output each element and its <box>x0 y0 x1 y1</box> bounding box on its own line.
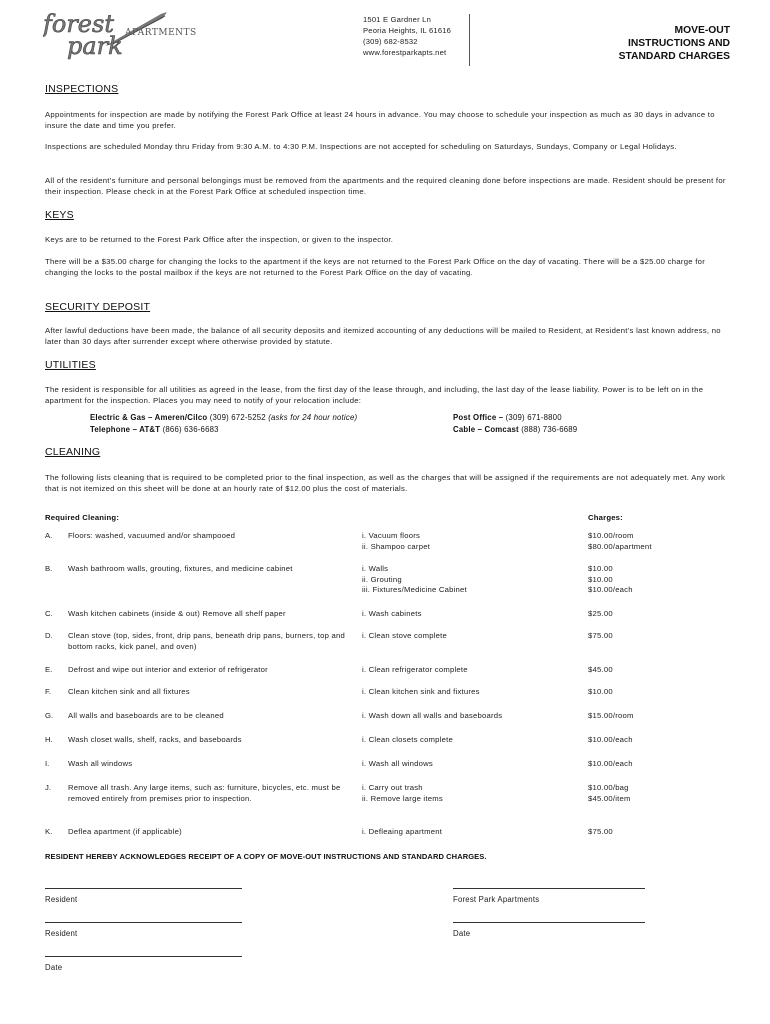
security-deposit-paragraph: After lawful deductions have been made, the balance of all security deposits and itemized accounting of any deductions will be mailed to Resident, at Resident’s last known address, no later than 30 days after surrender except where otherwise provided by statute. <box>45 326 721 346</box>
charge-item: $10.00/each <box>588 585 633 594</box>
task-item: ii. Grouting <box>362 574 402 584</box>
row-description: Wash bathroom walls, grouting, fixtures, and medicine cabinet <box>68 564 293 573</box>
task-item: iii. Fixtures/Medicine Cabinet <box>362 585 467 594</box>
utility-contacts-right <box>453 412 577 436</box>
cleaning-paragraph: The following lists cleaning that is required to be completed prior to the final inspection, as well as the charges that will be assigned if the requirements are not adequately met. Any work that is not itemized on this sheet will be done at an hourly rate of $12.00 plus the cost of materials. <box>45 473 726 493</box>
post-office-label: Post Office – <box>453 413 504 422</box>
row-charges <box>588 827 728 838</box>
row-tasks <box>362 735 577 746</box>
task-item: i. Walls <box>362 564 389 573</box>
signature-date-left[interactable] <box>45 956 245 972</box>
row-charges <box>588 665 728 676</box>
charge-item: $80.00/apartment <box>588 541 652 551</box>
charge-item: $10.00/room <box>588 531 634 540</box>
charge-item: $10.00 <box>588 574 613 584</box>
task-item: i. Wash down all walls and baseboards <box>362 711 503 720</box>
title-line-3: STANDARD CHARGES <box>618 51 730 62</box>
row-description: Wash kitchen cabinets (inside & out) Remove all shelf paper <box>68 609 286 618</box>
keys-paragraph-2: There will be a $35.00 charge for changing the locks to the apartment if the keys are not returned to the Forest Park Office on the day of vacating. There will be a $25.00 charge for changing the locks to the postal mailbox if the keys are not returned to the Forest Park Office on the day of vacating. <box>45 257 706 277</box>
row-description: Deflea apartment (if applicable) <box>68 827 182 836</box>
charge-item: $45.00 <box>588 665 613 674</box>
title-line-1: MOVE-OUT <box>674 25 730 36</box>
signature-line[interactable] <box>453 922 645 923</box>
row-charges <box>588 711 728 722</box>
row-tasks <box>362 759 577 770</box>
address-block <box>358 14 470 66</box>
title-line-2: INSTRUCTIONS AND <box>627 38 730 49</box>
address-phone: (309) 682-8532 <box>363 37 418 46</box>
signature-resident-1[interactable] <box>45 888 245 904</box>
row-key: D. <box>45 631 53 640</box>
charges-header: Charges: <box>588 513 623 522</box>
row-charges <box>588 759 728 770</box>
signature-resident-2[interactable] <box>45 922 245 938</box>
row-charges <box>588 687 728 698</box>
inspections-paragraph-3: All of the resident’s furniture and personal belongings must be removed from the apartments and the required cleaning done before inspections are made. Resident should be present for their inspection. Please check in at the Forest Park Office at scheduled inspection time. <box>45 176 726 196</box>
row-key: F. <box>45 687 51 696</box>
document-title <box>575 24 730 63</box>
row-tasks <box>362 783 577 804</box>
row-key: G. <box>45 711 54 720</box>
charge-item: $10.00/bag <box>588 783 629 792</box>
charge-item: $10.00 <box>588 687 613 696</box>
acknowledgement-statement: RESIDENT HEREBY ACKNOWLEDGES RECEIPT OF A COPY OF MOVE-OUT INSTRUCTIONS AND STANDARD CHARGES. <box>45 852 487 861</box>
charge-item: $75.00 <box>588 631 613 640</box>
signature-date-right[interactable] <box>453 922 653 938</box>
required-cleaning-header: Required Cleaning: <box>45 513 120 522</box>
row-description: Remove all trash. Any large items, such as: furniture, bicycles, etc. must be removed entirely from premises prior to inspection. <box>68 783 341 803</box>
inspections-paragraph-2: Inspections are scheduled Monday thru Friday from 9:30 A.M. to 4:30 P.M. Inspections are not accepted for scheduling on Saturdays, Sundays, Company or Legal Holidays. <box>45 142 677 151</box>
post-office-phone: (309) 671-8800 <box>505 413 562 422</box>
electric-contact <box>90 412 357 424</box>
charge-item: $45.00/item <box>588 793 631 803</box>
cleaning-heading: CLEANING <box>45 446 101 458</box>
utilities-heading: UTILITIES <box>45 359 96 371</box>
signature-label: Resident <box>45 895 78 904</box>
row-description: Clean stove (top, sides, front, drip pans, beneath drip pans, burners, top and bottom racks, kick panel, and oven) <box>68 631 345 651</box>
task-item: ii. Shampoo carpet <box>362 541 431 551</box>
row-tasks <box>362 609 577 620</box>
row-key: J. <box>45 783 51 792</box>
charge-item: $10.00/each <box>588 759 633 768</box>
cable-phone: (888) 736-6689 <box>521 425 578 434</box>
electric-label: Electric & Gas – Ameren/Cilco <box>90 413 208 422</box>
svg-text:APARTMENTS: APARTMENTS <box>125 28 197 38</box>
row-key: H. <box>45 735 53 744</box>
signature-label: Date <box>453 929 471 938</box>
row-tasks <box>362 564 577 596</box>
charge-item: $10.00 <box>588 564 613 573</box>
utility-contacts-left <box>90 412 357 436</box>
signature-forest-park[interactable] <box>453 888 653 904</box>
inspections-paragraph-1: Appointments for inspection are made by notifying the Forest Park Office at least 24 hours in advance. You may choose to schedule your inspection as much as 30 days in advance to insure the date and time you prefer. <box>45 110 715 130</box>
address-website[interactable]: www.forestparkapts.net <box>363 48 447 57</box>
telephone-label: Telephone – AT&T <box>90 425 161 434</box>
row-tasks <box>362 631 577 642</box>
cable-label: Cable – Comcast <box>453 425 519 434</box>
row-key: K. <box>45 827 53 836</box>
signature-line[interactable] <box>453 888 645 889</box>
row-key: A. <box>45 531 53 540</box>
signature-line[interactable] <box>45 922 242 923</box>
row-key: C. <box>45 609 53 618</box>
charge-item: $25.00 <box>588 609 613 618</box>
svg-text:park: park <box>67 32 123 60</box>
row-tasks <box>362 711 577 722</box>
address-street: 1501 E Gardner Ln <box>363 15 431 24</box>
forest-park-logo <box>43 8 208 60</box>
keys-paragraph-1: Keys are to be returned to the Forest Park Office after the inspection, or given to the inspector. <box>45 235 394 244</box>
signature-label: Resident <box>45 929 78 938</box>
signature-label: Forest Park Apartments <box>453 895 540 904</box>
row-description: All walls and baseboards are to be cleaned <box>68 711 224 720</box>
task-item: i. Vacuum floors <box>362 531 421 540</box>
task-item: i. Clean kitchen sink and fixtures <box>362 687 480 696</box>
telephone-phone: (866) 636-6683 <box>162 425 219 434</box>
row-charges <box>588 783 728 804</box>
cable-contact <box>453 424 577 436</box>
row-description: Floors: washed, vacuumed and/or shampooed <box>68 531 236 540</box>
task-item: i. Clean refrigerator complete <box>362 665 468 674</box>
row-charges <box>588 609 728 620</box>
task-item: i. Wash all windows <box>362 759 433 768</box>
task-item: i. Clean closets complete <box>362 735 453 744</box>
row-charges <box>588 735 728 746</box>
address-city: Peoria Heights, IL 61616 <box>363 26 452 35</box>
security-deposit-heading: SECURITY DEPOSIT <box>45 301 151 313</box>
row-tasks <box>362 531 577 552</box>
row-charges <box>588 631 728 642</box>
row-key: I. <box>45 759 50 768</box>
row-description: Defrost and wipe out interior and exterior of refrigerator <box>68 665 268 674</box>
utilities-paragraph: The resident is responsible for all utilities as agreed in the lease, from the first day of the lease through, and including, the last day of the lease liability. Power is to be left on in the apartment for the inspection. Places you may need to notify of your relocation include: <box>45 385 704 405</box>
task-item: i. Carry out trash <box>362 783 423 792</box>
charge-item: $10.00/each <box>588 735 633 744</box>
row-description: Wash closet walls, shelf, racks, and baseboards <box>68 735 242 744</box>
electric-note: (asks for 24 hour notice) <box>268 413 358 422</box>
inspections-heading: INSPECTIONS <box>45 83 119 95</box>
row-charges <box>588 564 728 596</box>
row-key: B. <box>45 564 53 573</box>
signature-line[interactable] <box>45 888 242 889</box>
row-charges <box>588 531 728 552</box>
charge-item: $15.00/room <box>588 711 634 720</box>
task-item: i. Wash cabinets <box>362 609 422 618</box>
charge-item: $75.00 <box>588 827 613 836</box>
task-item: i. Defleaing apartment <box>362 827 443 836</box>
row-tasks <box>362 665 577 676</box>
signature-line[interactable] <box>45 956 242 957</box>
telephone-contact <box>90 424 357 436</box>
task-item: i. Clean stove complete <box>362 631 447 640</box>
keys-heading: KEYS <box>45 209 74 221</box>
row-key: E. <box>45 665 53 674</box>
post-office-contact <box>453 412 577 424</box>
row-description: Wash all windows <box>68 759 133 768</box>
task-item: ii. Remove large items <box>362 793 443 803</box>
row-tasks <box>362 827 577 838</box>
electric-phone: (309) 672-5252 <box>209 413 266 422</box>
svg-text:forest: forest <box>43 10 114 38</box>
row-tasks <box>362 687 577 698</box>
signature-label: Date <box>45 963 63 972</box>
row-description: Clean kitchen sink and all fixtures <box>68 687 190 696</box>
